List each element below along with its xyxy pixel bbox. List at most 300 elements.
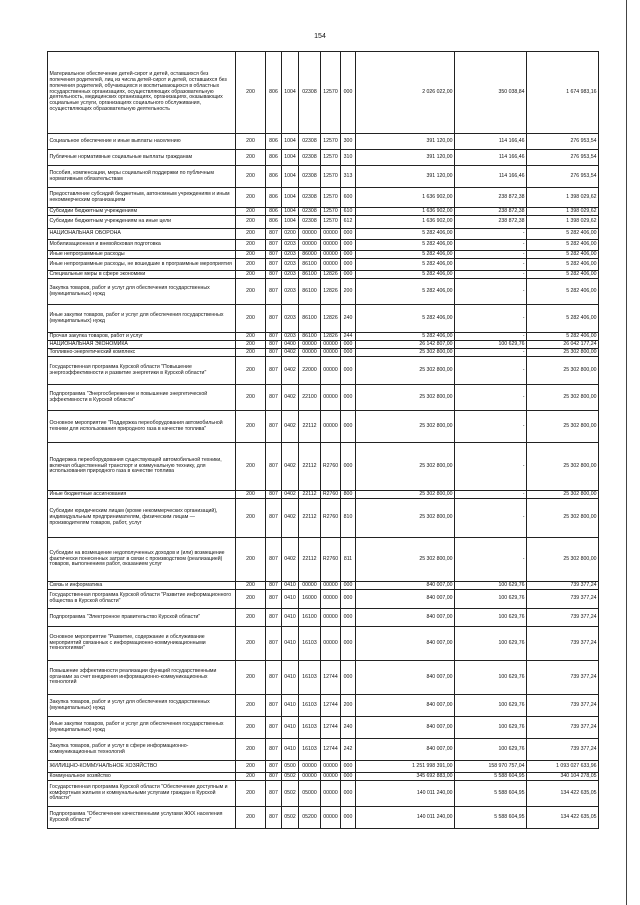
cell-value-3: 739 377,24 [527, 590, 599, 609]
cell-value-1: 345 692 883,00 [356, 773, 455, 781]
cell-name: Повышение эффективности реализации функций государственными органами за счет внедрения информационно-коммуникационных технологий [48, 661, 236, 695]
cell-value-3: 25 302 800,00 [527, 349, 599, 357]
cell-code-6: 300 [341, 134, 356, 150]
cell-value-3: 5 282 406,00 [527, 271, 599, 279]
cell-code-4: 02308 [299, 52, 321, 134]
cell-code-5: 12570 [321, 134, 341, 150]
cell-code-1: 200 [236, 271, 266, 279]
cell-code-3: 0410 [282, 717, 299, 739]
cell-code-5: 12570 [321, 216, 341, 229]
cell-value-2: 5 588 604,95 [455, 807, 527, 829]
cell-value-3: 25 302 800,00 [527, 385, 599, 411]
cell-name: Специальные меры в сфере экономики [48, 271, 236, 279]
cell-name: Основное мероприятие "Развитие, содержание и обслуживание мероприятий связанных с информационно-коммуникационными технологиями" [48, 627, 236, 661]
cell-code-4: 22112 [299, 491, 321, 499]
cell-code-1: 200 [236, 491, 266, 499]
cell-value-2: - [455, 251, 527, 259]
cell-code-5: 00000 [321, 609, 341, 627]
cell-code-1: 200 [236, 717, 266, 739]
cell-code-3: 0410 [282, 695, 299, 717]
cell-code-5: 00000 [321, 385, 341, 411]
cell-code-4: 00000 [299, 349, 321, 357]
cell-value-2: 114 166,46 [455, 134, 527, 150]
cell-value-1: 5 282 406,00 [356, 240, 455, 251]
table-row [48, 385, 599, 411]
table-row [48, 538, 599, 582]
cell-code-1: 200 [236, 781, 266, 807]
cell-code-2: 807 [266, 773, 282, 781]
cell-value-1: 25 302 800,00 [356, 491, 455, 499]
cell-code-2: 807 [266, 661, 282, 695]
cell-code-4: 86100 [299, 271, 321, 279]
cell-code-6: 000 [341, 411, 356, 443]
cell-code-1: 200 [236, 761, 266, 773]
cell-code-4: 86000 [299, 251, 321, 259]
cell-code-1: 200 [236, 251, 266, 259]
cell-code-6: 200 [341, 279, 356, 305]
cell-name: Иные закупки товаров, работ и услуг для обеспечения государственных (муниципальных) нужд [48, 305, 236, 333]
cell-value-3: 5 282 406,00 [527, 259, 599, 271]
cell-code-3: 0410 [282, 661, 299, 695]
cell-value-3: 739 377,24 [527, 627, 599, 661]
cell-value-3: 1 674 983,16 [527, 52, 599, 134]
cell-code-4: 22112 [299, 411, 321, 443]
cell-value-3: 26 042 177,24 [527, 341, 599, 349]
cell-code-5: 12570 [321, 188, 341, 208]
cell-value-3: 739 377,24 [527, 661, 599, 695]
cell-value-1: 25 302 800,00 [356, 443, 455, 491]
cell-code-2: 806 [266, 216, 282, 229]
cell-name: Коммунальное хозяйство [48, 773, 236, 781]
cell-value-3: 739 377,24 [527, 695, 599, 717]
cell-code-1: 200 [236, 208, 266, 216]
cell-code-5: R2760 [321, 491, 341, 499]
cell-code-2: 807 [266, 781, 282, 807]
cell-value-3: 1 398 029,62 [527, 188, 599, 208]
cell-value-3: 340 104 278,05 [527, 773, 599, 781]
cell-code-4: 00000 [299, 341, 321, 349]
cell-code-5: 12744 [321, 717, 341, 739]
cell-code-1: 200 [236, 739, 266, 761]
cell-code-2: 807 [266, 305, 282, 333]
cell-code-1: 200 [236, 357, 266, 385]
cell-code-4: 05000 [299, 781, 321, 807]
cell-code-4: 02308 [299, 188, 321, 208]
table-row [48, 259, 599, 271]
cell-value-3: 25 302 800,00 [527, 411, 599, 443]
cell-code-3: 0402 [282, 443, 299, 491]
cell-code-6: 000 [341, 357, 356, 385]
cell-code-5: 12570 [321, 208, 341, 216]
table-body [48, 52, 599, 829]
cell-value-2: - [455, 385, 527, 411]
cell-code-2: 807 [266, 333, 282, 341]
cell-code-5: 12570 [321, 150, 341, 166]
cell-name: НАЦИОНАЛЬНАЯ ЭКОНОМИКА [48, 341, 236, 349]
cell-code-5: 12570 [321, 166, 341, 188]
cell-code-3: 0402 [282, 411, 299, 443]
cell-value-2: 114 166,46 [455, 150, 527, 166]
cell-code-4: 02308 [299, 134, 321, 150]
cell-name: Топливно-энергетический комплекс [48, 349, 236, 357]
cell-code-3: 1004 [282, 150, 299, 166]
cell-code-4: 16100 [299, 609, 321, 627]
cell-code-5: 00000 [321, 240, 341, 251]
table-row [48, 491, 599, 499]
table-row [48, 349, 599, 357]
cell-value-3: 25 302 800,00 [527, 357, 599, 385]
cell-value-2: 5 588 604,95 [455, 781, 527, 807]
cell-code-6: 244 [341, 333, 356, 341]
table-row [48, 134, 599, 150]
cell-value-2: - [455, 259, 527, 271]
cell-code-4: 16103 [299, 661, 321, 695]
cell-value-2: 100 629,76 [455, 341, 527, 349]
cell-value-2: 100 629,76 [455, 717, 527, 739]
cell-code-2: 807 [266, 695, 282, 717]
cell-code-1: 200 [236, 349, 266, 357]
cell-code-1: 200 [236, 499, 266, 538]
cell-code-6: 313 [341, 166, 356, 188]
table-row [48, 411, 599, 443]
cell-value-2: - [455, 357, 527, 385]
cell-code-3: 0203 [282, 240, 299, 251]
cell-value-1: 1 636 902,00 [356, 208, 455, 216]
table-row [48, 188, 599, 208]
cell-value-1: 391 120,00 [356, 150, 455, 166]
cell-code-6: 000 [341, 251, 356, 259]
cell-code-5: 00000 [321, 627, 341, 661]
cell-code-4: 02308 [299, 216, 321, 229]
cell-code-6: 000 [341, 807, 356, 829]
cell-name: Подпрограмма "Энергосбережение и повышение энергетической эффективности в Курской области" [48, 385, 236, 411]
cell-value-1: 1 636 902,00 [356, 188, 455, 208]
cell-value-1: 140 011 240,00 [356, 807, 455, 829]
cell-code-6: 000 [341, 229, 356, 240]
table-row [48, 229, 599, 240]
cell-name: Мобилизационная и вневойсковая подготовка [48, 240, 236, 251]
cell-name: НАЦИОНАЛЬНАЯ ОБОРОНА [48, 229, 236, 240]
cell-code-2: 807 [266, 341, 282, 349]
cell-name: Подпрограмма "Электронное правительство Курской области" [48, 609, 236, 627]
cell-name: Государственная программа Курской области "Развитие информационного общества в Курской области" [48, 590, 236, 609]
cell-code-4: 16103 [299, 695, 321, 717]
table-row [48, 609, 599, 627]
cell-value-1: 840 007,00 [356, 695, 455, 717]
cell-value-1: 391 120,00 [356, 134, 455, 150]
table-row [48, 443, 599, 491]
cell-code-5: 00000 [321, 251, 341, 259]
cell-code-6: 000 [341, 590, 356, 609]
table-row [48, 627, 599, 661]
cell-value-2: - [455, 240, 527, 251]
cell-name: Закупка товаров, работ и услуг в сфере информационно-коммуникационных технологий [48, 739, 236, 761]
cell-value-1: 25 302 800,00 [356, 411, 455, 443]
cell-code-3: 0402 [282, 499, 299, 538]
cell-code-6: 200 [341, 695, 356, 717]
cell-code-2: 806 [266, 134, 282, 150]
cell-value-2: 100 629,76 [455, 582, 527, 590]
table-row [48, 582, 599, 590]
cell-code-1: 200 [236, 627, 266, 661]
page-edge-line [626, 0, 627, 905]
cell-code-6: 000 [341, 271, 356, 279]
cell-value-3: 276 953,54 [527, 150, 599, 166]
cell-value-3: 5 282 406,00 [527, 305, 599, 333]
cell-code-5: R2760 [321, 499, 341, 538]
cell-code-2: 807 [266, 349, 282, 357]
cell-code-1: 200 [236, 385, 266, 411]
cell-code-5: R2760 [321, 443, 341, 491]
cell-value-2: 100 629,76 [455, 609, 527, 627]
cell-value-3: 1 398 029,62 [527, 216, 599, 229]
cell-value-3: 5 282 406,00 [527, 251, 599, 259]
table-row [48, 208, 599, 216]
cell-value-1: 5 282 406,00 [356, 259, 455, 271]
cell-value-3: 5 282 406,00 [527, 279, 599, 305]
cell-code-3: 0410 [282, 739, 299, 761]
cell-code-4: 02308 [299, 166, 321, 188]
cell-name: Государственная программа Курской области "Обеспечение доступным и комфортным жильем и коммунальными услугами граждан в Курской области" [48, 781, 236, 807]
cell-code-3: 1004 [282, 166, 299, 188]
cell-code-3: 0402 [282, 385, 299, 411]
cell-name: Государственная программа Курской области "Повышение энергоэффективности и развитие энергетики в Курской области" [48, 357, 236, 385]
cell-code-3: 0410 [282, 590, 299, 609]
cell-code-3: 0410 [282, 582, 299, 590]
table-row [48, 166, 599, 188]
cell-code-4: 16103 [299, 717, 321, 739]
cell-code-5: 12826 [321, 333, 341, 341]
cell-code-2: 807 [266, 627, 282, 661]
cell-code-1: 200 [236, 582, 266, 590]
cell-value-1: 5 282 406,00 [356, 333, 455, 341]
cell-code-3: 1004 [282, 52, 299, 134]
cell-code-6: 240 [341, 305, 356, 333]
cell-value-2: 238 872,38 [455, 208, 527, 216]
cell-code-4: 16103 [299, 739, 321, 761]
cell-value-2: - [455, 538, 527, 582]
cell-code-2: 807 [266, 761, 282, 773]
cell-name: ЖИЛИЩНО-КОММУНАЛЬНОЕ ХОЗЯЙСТВО [48, 761, 236, 773]
table-row [48, 717, 599, 739]
cell-code-3: 0410 [282, 609, 299, 627]
cell-code-6: 310 [341, 150, 356, 166]
cell-code-6: 600 [341, 188, 356, 208]
cell-value-1: 25 302 800,00 [356, 357, 455, 385]
cell-code-6: 000 [341, 443, 356, 491]
cell-name: Социальное обеспечение и иные выплаты населению [48, 134, 236, 150]
cell-code-3: 1004 [282, 134, 299, 150]
cell-code-3: 0410 [282, 627, 299, 661]
cell-code-1: 200 [236, 341, 266, 349]
cell-code-2: 807 [266, 251, 282, 259]
cell-code-4: 16103 [299, 627, 321, 661]
table-row [48, 341, 599, 349]
cell-code-6: 000 [341, 781, 356, 807]
cell-code-5: 00000 [321, 590, 341, 609]
cell-value-3: 276 953,54 [527, 134, 599, 150]
cell-value-2: - [455, 333, 527, 341]
cell-value-1: 840 007,00 [356, 661, 455, 695]
cell-code-5: 12744 [321, 661, 341, 695]
cell-value-2: 100 629,76 [455, 590, 527, 609]
cell-code-6: 000 [341, 609, 356, 627]
cell-value-3: 134 422 635,05 [527, 807, 599, 829]
cell-code-1: 200 [236, 166, 266, 188]
cell-code-3: 0402 [282, 491, 299, 499]
cell-code-6: 000 [341, 349, 356, 357]
cell-code-6: 000 [341, 582, 356, 590]
cell-value-3: 739 377,24 [527, 717, 599, 739]
cell-value-1: 140 011 240,00 [356, 781, 455, 807]
cell-code-1: 200 [236, 52, 266, 134]
cell-code-3: 0203 [282, 251, 299, 259]
cell-value-2: - [455, 499, 527, 538]
cell-code-1: 200 [236, 590, 266, 609]
cell-code-1: 200 [236, 661, 266, 695]
cell-value-2: - [455, 305, 527, 333]
cell-code-6: 000 [341, 259, 356, 271]
cell-name: Предоставление субсидий бюджетным, автономным учреждениям и иным некоммерческим организациям [48, 188, 236, 208]
cell-code-6: 242 [341, 739, 356, 761]
table-row [48, 781, 599, 807]
cell-value-1: 5 282 406,00 [356, 251, 455, 259]
cell-code-2: 806 [266, 188, 282, 208]
cell-code-3: 0203 [282, 271, 299, 279]
cell-value-3: 1 093 027 633,96 [527, 761, 599, 773]
cell-code-4: 22000 [299, 357, 321, 385]
cell-code-2: 807 [266, 385, 282, 411]
cell-name: Материальное обеспечение детей-сирот и детей, оставшихся без попечения родителей, лиц из числа детей-сирот и детей, оставшихся без попечения родителей, обучающихся и воспитывающихся в областных государственных организациях, осуществляющих образовательную деятельность, медицинских организациях, организациях, оказывающих социальные услуги, организациях социального обслуживания, осуществляющих образовательную деятельность [48, 52, 236, 134]
cell-code-3: 0402 [282, 357, 299, 385]
cell-code-6: 000 [341, 761, 356, 773]
cell-code-5: 12826 [321, 305, 341, 333]
cell-name: Публичные нормативные социальные выплаты гражданам [48, 150, 236, 166]
cell-value-1: 25 302 800,00 [356, 538, 455, 582]
cell-code-2: 807 [266, 259, 282, 271]
cell-value-2: 5 588 604,95 [455, 773, 527, 781]
cell-value-1: 25 302 800,00 [356, 499, 455, 538]
cell-code-2: 807 [266, 538, 282, 582]
cell-code-6: 240 [341, 717, 356, 739]
cell-code-2: 807 [266, 411, 282, 443]
cell-code-1: 200 [236, 279, 266, 305]
cell-code-3: 1004 [282, 216, 299, 229]
cell-code-1: 200 [236, 807, 266, 829]
table-row [48, 271, 599, 279]
table-row [48, 240, 599, 251]
cell-value-2: - [455, 411, 527, 443]
cell-code-5: 00000 [321, 807, 341, 829]
cell-code-6: 000 [341, 240, 356, 251]
cell-code-6: 610 [341, 208, 356, 216]
cell-code-3: 0500 [282, 761, 299, 773]
cell-code-1: 200 [236, 333, 266, 341]
cell-value-3: 25 302 800,00 [527, 491, 599, 499]
cell-value-3: 5 282 406,00 [527, 229, 599, 240]
table-row [48, 279, 599, 305]
cell-code-5: 00000 [321, 781, 341, 807]
cell-value-3: 1 398 029,62 [527, 208, 599, 216]
cell-code-6: 000 [341, 773, 356, 781]
cell-code-1: 200 [236, 188, 266, 208]
cell-code-3: 0400 [282, 341, 299, 349]
cell-code-6: 000 [341, 661, 356, 695]
cell-value-2: - [455, 443, 527, 491]
cell-code-4: 00000 [299, 229, 321, 240]
cell-code-2: 807 [266, 491, 282, 499]
cell-value-3: 25 302 800,00 [527, 538, 599, 582]
cell-code-1: 200 [236, 695, 266, 717]
cell-code-3: 0502 [282, 807, 299, 829]
cell-code-4: 00000 [299, 761, 321, 773]
cell-name: Субсидии юридическим лицам (кроме некоммерческих организаций), индивидуальным предпринимателям, физическим лицам — производителям товаров, работ, услуг [48, 499, 236, 538]
cell-value-1: 840 007,00 [356, 582, 455, 590]
cell-code-2: 807 [266, 229, 282, 240]
cell-code-6: 000 [341, 52, 356, 134]
cell-code-1: 200 [236, 240, 266, 251]
table-row [48, 357, 599, 385]
table-row [48, 661, 599, 695]
cell-value-1: 840 007,00 [356, 739, 455, 761]
table-row [48, 333, 599, 341]
table-row [48, 739, 599, 761]
cell-code-5: 00000 [321, 761, 341, 773]
cell-code-2: 807 [266, 739, 282, 761]
cell-code-3: 0203 [282, 259, 299, 271]
cell-code-3: 0200 [282, 229, 299, 240]
cell-code-4: 22112 [299, 443, 321, 491]
cell-value-3: 25 302 800,00 [527, 499, 599, 538]
cell-name: Подпрограмма "Обеспечение качественными услугами ЖКХ населения Курской области" [48, 807, 236, 829]
cell-code-5: 12826 [321, 271, 341, 279]
cell-code-3: 1004 [282, 188, 299, 208]
cell-code-4: 00000 [299, 240, 321, 251]
cell-code-5: 12744 [321, 739, 341, 761]
cell-code-1: 200 [236, 411, 266, 443]
cell-code-5: 00000 [321, 349, 341, 357]
cell-code-2: 806 [266, 52, 282, 134]
cell-code-2: 807 [266, 807, 282, 829]
cell-code-4: 16000 [299, 590, 321, 609]
cell-code-6: 811 [341, 538, 356, 582]
cell-code-4: 86100 [299, 333, 321, 341]
cell-code-2: 807 [266, 717, 282, 739]
cell-code-2: 807 [266, 590, 282, 609]
cell-code-4: 05200 [299, 807, 321, 829]
cell-value-2: 238 872,38 [455, 216, 527, 229]
cell-value-2: - [455, 229, 527, 240]
cell-code-4: 22112 [299, 499, 321, 538]
cell-name: Прочая закупка товаров, работ и услуг [48, 333, 236, 341]
cell-name: Пособия, компенсации, меры социальной поддержки по публичным нормативным обязательствам [48, 166, 236, 188]
cell-code-4: 86100 [299, 305, 321, 333]
cell-code-3: 0402 [282, 349, 299, 357]
cell-value-1: 25 302 800,00 [356, 349, 455, 357]
cell-code-5: 00000 [321, 357, 341, 385]
cell-code-3: 0203 [282, 333, 299, 341]
cell-code-1: 200 [236, 216, 266, 229]
cell-code-6: 810 [341, 499, 356, 538]
cell-name: Субсидии на возмещение недополученных доходов и (или) возмещение фактически понесенных затрат в связи с производством (реализацией) товаров, выполнением работ, оказанием услуг [48, 538, 236, 582]
cell-code-6: 000 [341, 385, 356, 411]
cell-name: Основное мероприятие "Поддержка переоборудования автомобильной техники для использования природного газа в качестве топлива" [48, 411, 236, 443]
cell-name: Закупка товаров, работ и услуг для обеспечения государственных (муниципальных) нужд [48, 695, 236, 717]
cell-code-6: 612 [341, 216, 356, 229]
cell-code-2: 807 [266, 357, 282, 385]
cell-value-1: 25 302 800,00 [356, 385, 455, 411]
cell-value-1: 840 007,00 [356, 717, 455, 739]
